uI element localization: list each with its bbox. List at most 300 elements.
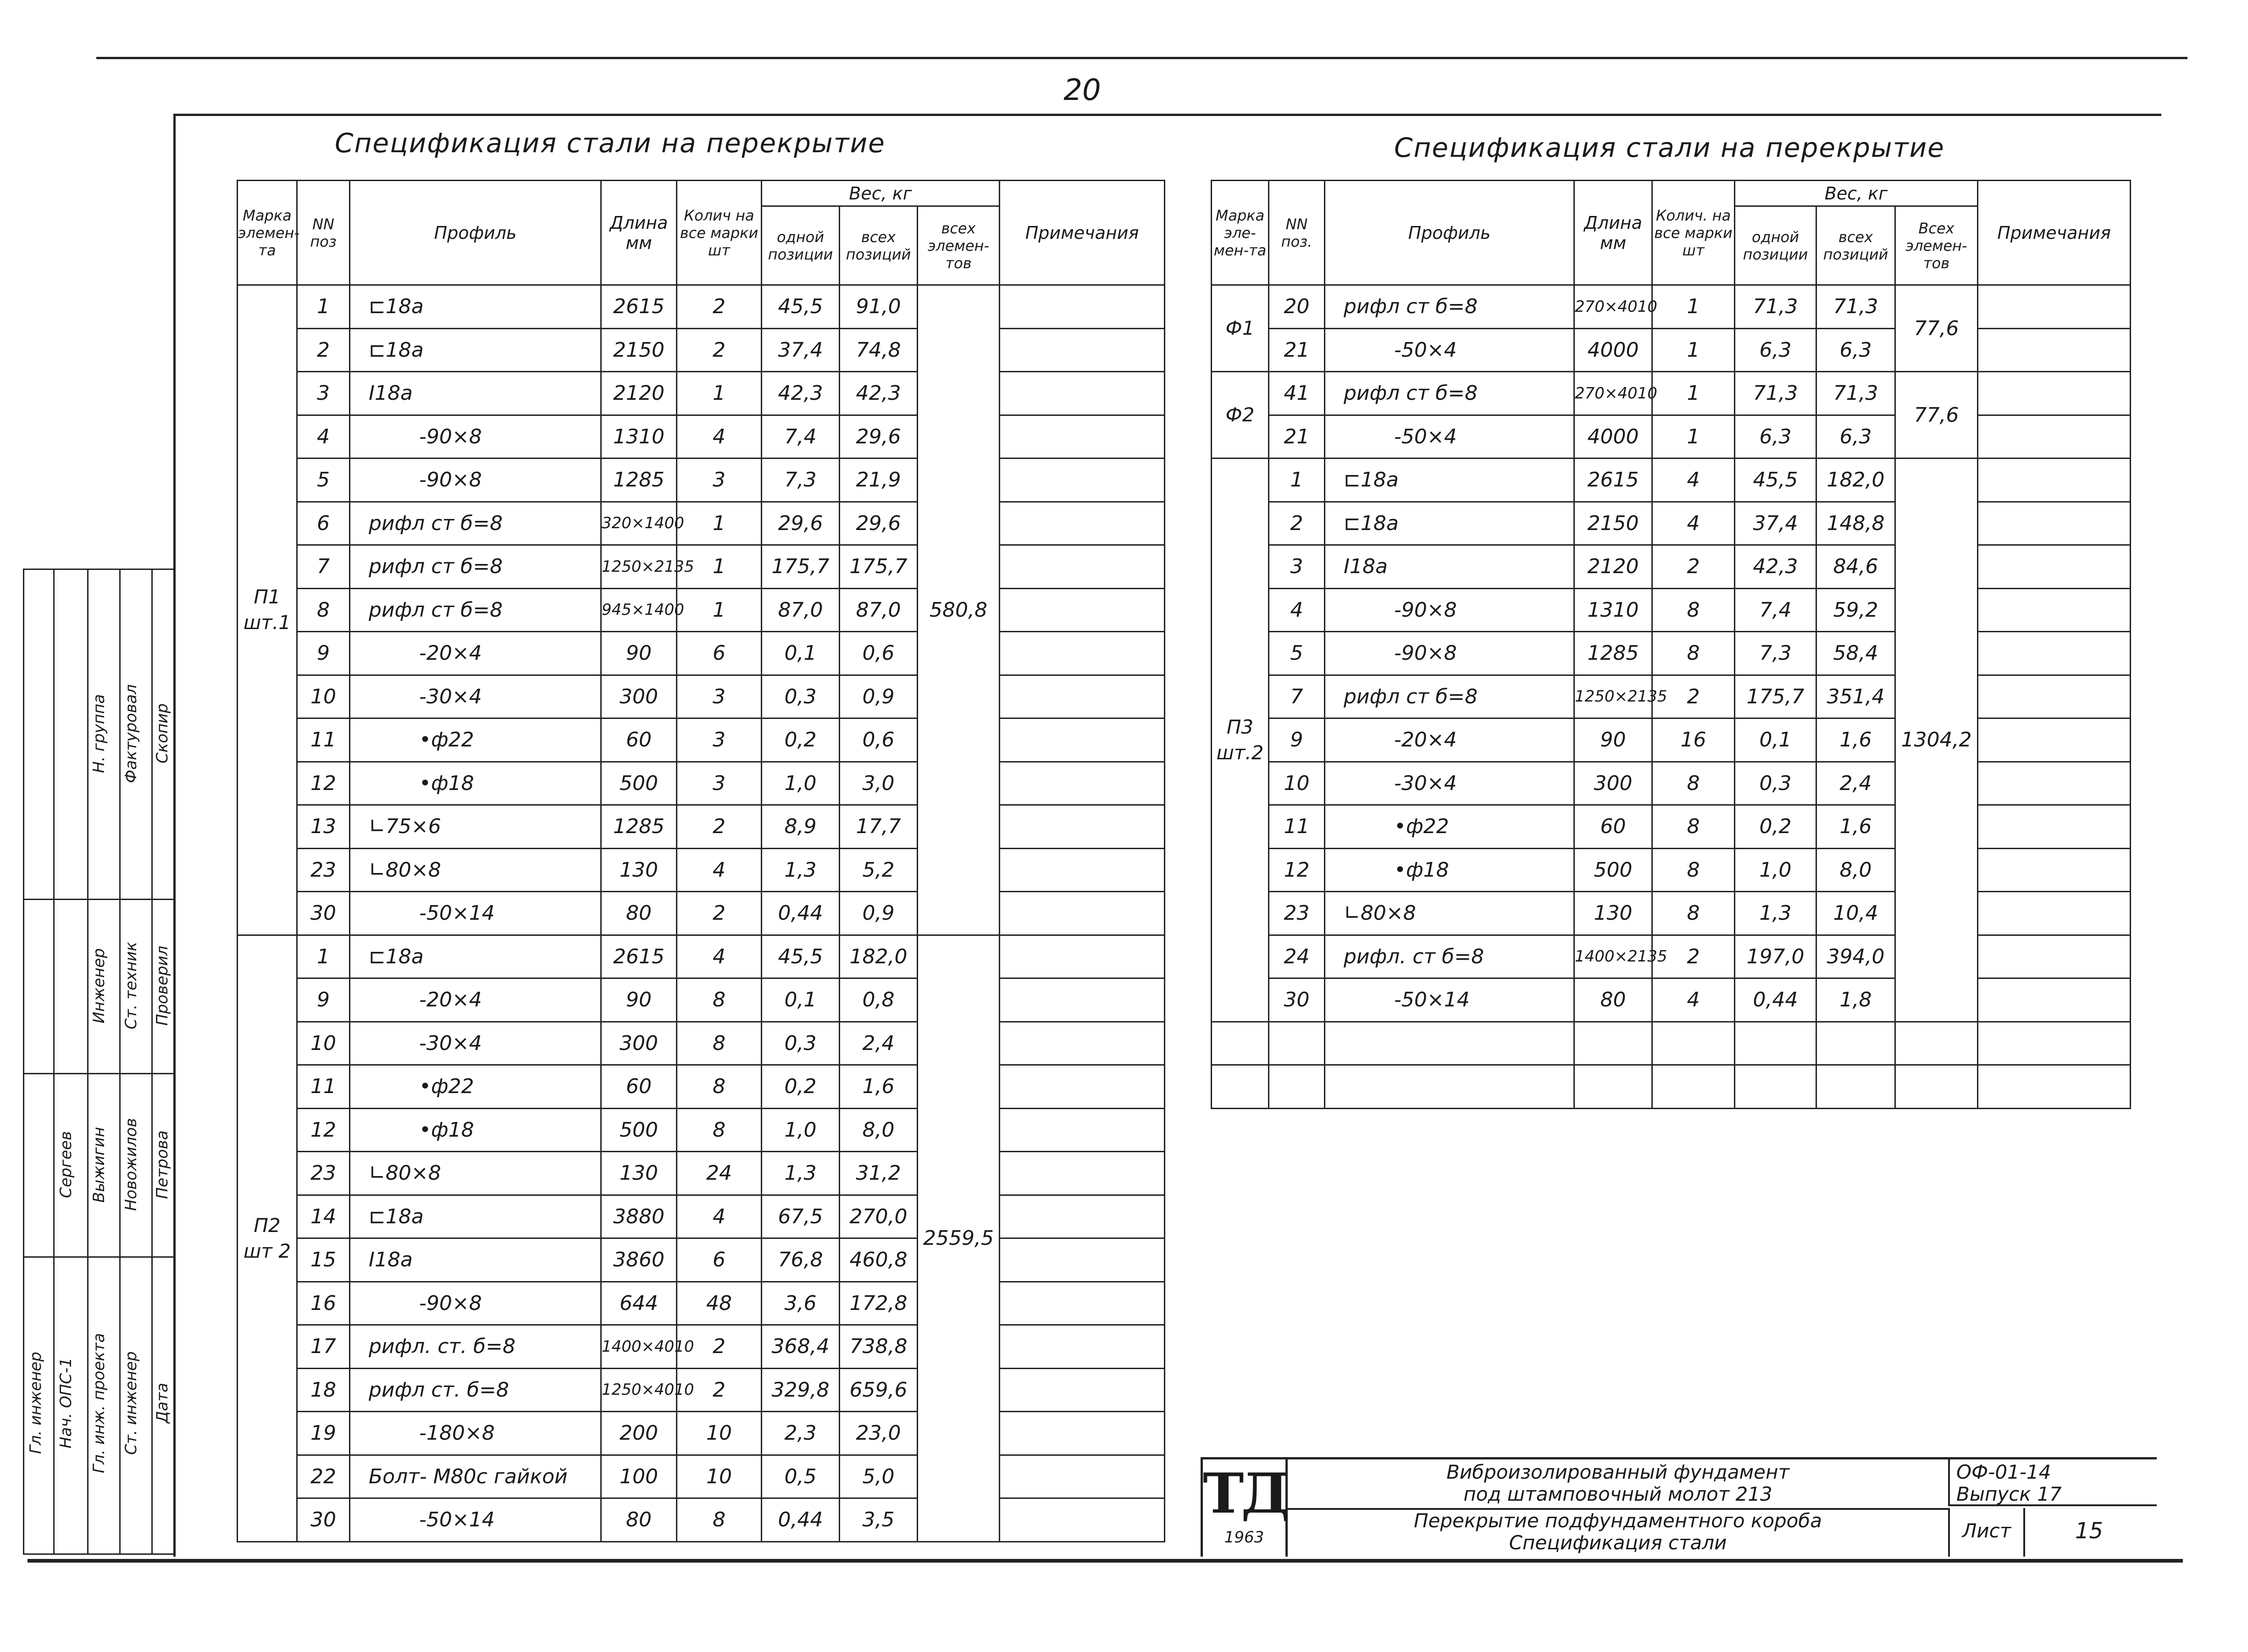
profile: •ф22 [1325, 805, 1574, 849]
profile: -30×4 [350, 675, 601, 718]
col-header-weight: Вес, кг [1735, 181, 1978, 206]
td-logo-mark: ТД [1203, 1461, 1287, 1526]
note-cell [1000, 415, 1165, 459]
table-row [1212, 892, 2131, 935]
weight-one: 2,3 [762, 1412, 840, 1455]
weight-one: 0,1 [762, 978, 840, 1022]
title-line-1: Виброизолированный фундамент [1446, 1461, 1789, 1483]
empty-cell [1816, 1022, 1895, 1065]
profile: ⊏18а [1325, 459, 1574, 502]
profile: -90×8 [350, 415, 601, 459]
position-number: 21 [1269, 328, 1325, 372]
profile: •ф18 [350, 762, 601, 805]
quantity: 48 [677, 1282, 762, 1325]
profile: -180×8 [350, 1412, 601, 1455]
table-row [1212, 502, 2131, 545]
position-number: 11 [1269, 805, 1325, 849]
weight-all: 87,0 [840, 588, 918, 632]
length: 130 [601, 848, 677, 892]
right-spec-table [1211, 180, 2131, 1109]
note-cell [1000, 1498, 1165, 1542]
quantity: 8 [677, 1498, 762, 1542]
note-cell [1000, 632, 1165, 675]
note-cell [1000, 1065, 1165, 1109]
weight-all: 6,3 [1816, 328, 1895, 372]
table-row [238, 502, 1165, 545]
position-number: 12 [297, 1108, 350, 1152]
sig-role3-3: Скопир [153, 703, 172, 764]
position-number: 15 [297, 1238, 350, 1282]
length: 1310 [601, 415, 677, 459]
quantity: 4 [1652, 978, 1735, 1022]
weight-one: 37,4 [1735, 502, 1816, 545]
quantity: 16 [1652, 718, 1735, 762]
position-number: 19 [297, 1412, 350, 1455]
empty-cell [1652, 1065, 1735, 1109]
weight-one: 87,0 [762, 588, 840, 632]
note-cell [1000, 1368, 1165, 1412]
col-header-length: Длина мм [601, 181, 677, 285]
weight-all: 91,0 [840, 285, 918, 329]
element-mark: Ф2 [1212, 372, 1269, 459]
table-row [238, 1022, 1165, 1065]
profile: •ф22 [350, 1065, 601, 1109]
position-number: 3 [1269, 545, 1325, 589]
length: 644 [601, 1282, 677, 1325]
sig-role-5: Дата [153, 1382, 172, 1424]
position-number: 18 [297, 1368, 350, 1412]
col-header-note: Примечания [1000, 181, 1165, 285]
empty-cell [1652, 1022, 1735, 1065]
quantity: 6 [677, 632, 762, 675]
sig-name-1: Сергеев [57, 1131, 75, 1198]
sig-role2-2: Ст. техник [122, 942, 140, 1030]
length: 80 [1574, 978, 1652, 1022]
position-number: 17 [297, 1325, 350, 1369]
quantity: 6 [677, 1238, 762, 1282]
profile: -50×14 [350, 892, 601, 935]
weight-all: 172,8 [840, 1282, 918, 1325]
weight-one: 67,5 [762, 1195, 840, 1238]
col-header-w-elem: Всех элемен-тов [1895, 206, 1978, 285]
weight-one: 0,1 [1735, 718, 1816, 762]
weight-one: 1,3 [762, 848, 840, 892]
weight-one: 45,5 [762, 285, 840, 329]
weight-one: 7,3 [1735, 632, 1816, 675]
empty-cell [1816, 1065, 1895, 1109]
table-row [238, 588, 1165, 632]
sig-role2-1: Инженер [90, 948, 108, 1023]
position-number: 5 [1269, 632, 1325, 675]
empty-cell [1574, 1022, 1652, 1065]
weight-one: 0,44 [1735, 978, 1816, 1022]
title-block-title [1288, 1459, 1948, 1510]
note-cell [1978, 848, 2131, 892]
table-row [238, 1152, 1165, 1195]
position-number: 1 [297, 935, 350, 978]
table-row [238, 935, 1165, 978]
weight-one: 7,4 [762, 415, 840, 459]
weight-all: 460,8 [840, 1238, 918, 1282]
length: 1310 [1574, 588, 1652, 632]
subtitle-line-1: Перекрытие подфундаментного короба [1413, 1509, 1822, 1532]
position-number: 24 [1269, 935, 1325, 978]
weight-one: 1,3 [762, 1152, 840, 1195]
profile: -90×8 [1325, 588, 1574, 632]
length: 1285 [601, 805, 677, 849]
quantity: 4 [677, 848, 762, 892]
col-header-qty: Колич. на все марки шт [1652, 181, 1735, 285]
profile: -50×14 [350, 1498, 601, 1542]
empty-row [1212, 1065, 2131, 1109]
position-number: 30 [297, 1498, 350, 1542]
weight-one: 0,44 [762, 892, 840, 935]
right-spec-title: Спецификация стали на перекрытие [1394, 132, 1945, 163]
note-cell [1000, 1195, 1165, 1238]
empty-cell [1735, 1022, 1816, 1065]
table-row [238, 1195, 1165, 1238]
weight-all: 29,6 [840, 415, 918, 459]
note-cell [1000, 372, 1165, 415]
col-header-profile: Профиль [1325, 181, 1574, 285]
weight-one: 0,2 [762, 718, 840, 762]
note-cell [1000, 285, 1165, 329]
quantity: 3 [677, 762, 762, 805]
position-number: 7 [297, 545, 350, 589]
sig-name-2: Выжигин [90, 1127, 108, 1203]
note-cell [1000, 502, 1165, 545]
length: 3880 [601, 1195, 677, 1238]
weight-all: 1,6 [1816, 718, 1895, 762]
sig-name-3: Новожилов [122, 1118, 140, 1211]
weight-one: 0,5 [762, 1455, 840, 1498]
weight-one: 8,9 [762, 805, 840, 849]
weight-one: 1,0 [1735, 848, 1816, 892]
weight-one: 45,5 [1735, 459, 1816, 502]
quantity: 8 [677, 978, 762, 1022]
quantity: 2 [677, 805, 762, 849]
position-number: 23 [297, 848, 350, 892]
length: 2150 [1574, 502, 1652, 545]
weight-one: 175,7 [1735, 675, 1816, 718]
position-number: 2 [297, 328, 350, 372]
weight-all: 0,6 [840, 718, 918, 762]
note-cell [1978, 502, 2131, 545]
table-row [238, 1065, 1165, 1109]
note-cell [1978, 632, 2131, 675]
table-row [238, 1282, 1165, 1325]
table-row [238, 1412, 1165, 1455]
length: 300 [601, 675, 677, 718]
element-mark: Ф1 [1212, 285, 1269, 372]
note-cell [1978, 805, 2131, 849]
empty-cell [1269, 1065, 1325, 1109]
empty-cell [1574, 1065, 1652, 1109]
profile: I18а [350, 372, 601, 415]
note-cell [1000, 588, 1165, 632]
profile: рифл. ст б=8 [1325, 935, 1574, 978]
weight-all: 71,3 [1816, 372, 1895, 415]
weight-one: 1,3 [1735, 892, 1816, 935]
table-row [1212, 718, 2131, 762]
weight-one: 0,3 [762, 675, 840, 718]
weight-one: 6,3 [1735, 328, 1816, 372]
table-row [238, 285, 1165, 329]
length: 60 [601, 718, 677, 762]
position-number: 23 [297, 1152, 350, 1195]
element-mark: П3 шт.2 [1212, 459, 1269, 1022]
col-header-mark: Марка элемен-та [238, 181, 297, 285]
weight-one: 0,44 [762, 1498, 840, 1542]
profile: ∟80×8 [350, 848, 601, 892]
empty-cell [1212, 1065, 1269, 1109]
length: 2615 [601, 935, 677, 978]
profile: рифл ст б=8 [1325, 285, 1574, 329]
element-total-weight: 2559,5 [918, 935, 1000, 1541]
note-cell [1978, 459, 2131, 502]
profile: -50×14 [1325, 978, 1574, 1022]
top-rule [96, 57, 2187, 59]
table-row [238, 718, 1165, 762]
quantity: 2 [677, 285, 762, 329]
weight-one: 0,2 [1735, 805, 1816, 849]
table-row [1212, 328, 2131, 372]
sig-name-4: Петрова [153, 1130, 172, 1199]
length: 1250×2135 [1574, 675, 1652, 718]
profile: -20×4 [350, 632, 601, 675]
length: 1400×2135 [1574, 935, 1652, 978]
note-cell [1000, 545, 1165, 589]
weight-all: 5,2 [840, 848, 918, 892]
profile: рифл ст б=8 [1325, 675, 1574, 718]
length: 2615 [601, 285, 677, 329]
position-number: 11 [297, 718, 350, 762]
weight-one: 175,7 [762, 545, 840, 589]
position-number: 3 [297, 372, 350, 415]
weight-all: 3,5 [840, 1498, 918, 1542]
note-cell [1000, 1022, 1165, 1065]
weight-all: 270,0 [840, 1195, 918, 1238]
length: 270×4010 [1574, 372, 1652, 415]
weight-all: 0,9 [840, 675, 918, 718]
weight-one: 0,3 [1735, 762, 1816, 805]
empty-cell [1735, 1065, 1816, 1109]
note-cell [1000, 1455, 1165, 1498]
position-number: 8 [297, 588, 350, 632]
col-header-w-all: всех позиций [1816, 206, 1895, 285]
weight-one: 71,3 [1735, 372, 1816, 415]
quantity: 1 [677, 372, 762, 415]
note-cell [1978, 892, 2131, 935]
quantity: 8 [1652, 892, 1735, 935]
empty-cell [1212, 1022, 1269, 1065]
page-number: 20 [1063, 73, 1101, 107]
quantity: 1 [677, 502, 762, 545]
length: 80 [601, 1498, 677, 1542]
length: 90 [601, 978, 677, 1022]
table-row [1212, 372, 2131, 415]
table-row [238, 848, 1165, 892]
table-row [1212, 805, 2131, 849]
length: 2150 [601, 328, 677, 372]
position-number: 6 [297, 502, 350, 545]
quantity: 8 [1652, 762, 1735, 805]
weight-all: 394,0 [1816, 935, 1895, 978]
profile: рифл ст б=8 [350, 545, 601, 589]
weight-all: 5,0 [840, 1455, 918, 1498]
profile: рифл ст б=8 [350, 502, 601, 545]
sig-role2-3: Проверил [153, 945, 172, 1026]
table-row [238, 1498, 1165, 1542]
weight-one: 76,8 [762, 1238, 840, 1282]
quantity: 2 [677, 328, 762, 372]
td-logo-year: 1963 [1224, 1528, 1264, 1547]
quantity: 2 [677, 1368, 762, 1412]
position-number: 7 [1269, 675, 1325, 718]
note-cell [1978, 415, 2131, 459]
profile: I18а [1325, 545, 1574, 589]
element-mark: П2 шт 2 [238, 935, 297, 1541]
element-total-weight: 77,6 [1895, 285, 1978, 372]
position-number: 2 [1269, 502, 1325, 545]
col-header-num: NN поз. [1269, 181, 1325, 285]
profile: рифл ст. б=8 [350, 1368, 601, 1412]
weight-one: 7,3 [762, 459, 840, 502]
note-cell [1000, 935, 1165, 978]
empty-cell [1895, 1065, 1978, 1109]
position-number: 9 [297, 632, 350, 675]
profile: ⊏18а [350, 328, 601, 372]
quantity: 1 [1652, 372, 1735, 415]
length: 130 [1574, 892, 1652, 935]
left-spec-body [238, 285, 1165, 1542]
table-row [1212, 848, 2131, 892]
code-line-2: Выпуск 17 [1956, 1483, 2062, 1505]
profile: -50×4 [1325, 328, 1574, 372]
profile: •ф18 [350, 1108, 601, 1152]
position-number: 4 [297, 415, 350, 459]
title-line-2: под штамповочный молот 213 [1463, 1483, 1772, 1505]
weight-all: 58,4 [1816, 632, 1895, 675]
profile: ⊏18а [1325, 502, 1574, 545]
quantity: 3 [677, 675, 762, 718]
quantity: 2 [1652, 935, 1735, 978]
left-spec-table [237, 180, 1165, 1542]
sig-role-3: Гл. инж. проекта [90, 1333, 108, 1473]
quantity: 24 [677, 1152, 762, 1195]
empty-row [1212, 1022, 2131, 1065]
note-cell [1000, 1238, 1165, 1282]
position-number: 14 [297, 1195, 350, 1238]
quantity: 1 [1652, 415, 1735, 459]
position-number: 30 [1269, 978, 1325, 1022]
note-cell [1000, 718, 1165, 762]
position-number: 4 [1269, 588, 1325, 632]
note-cell [1000, 1412, 1165, 1455]
quantity: 1 [1652, 328, 1735, 372]
position-number: 10 [1269, 762, 1325, 805]
weight-one: 42,3 [1735, 545, 1816, 589]
col-header-length: Длина мм [1574, 181, 1652, 285]
profile: ⊏18а [350, 1195, 601, 1238]
weight-one: 71,3 [1735, 285, 1816, 329]
profile: -20×4 [1325, 718, 1574, 762]
col-header-note: Примечания [1978, 181, 2131, 285]
length: 130 [601, 1152, 677, 1195]
weight-one: 197,0 [1735, 935, 1816, 978]
weight-one: 368,4 [762, 1325, 840, 1369]
note-cell [1978, 675, 2131, 718]
profile: -30×4 [1325, 762, 1574, 805]
title-block-subtitle [1288, 1508, 1948, 1558]
weight-one: 0,3 [762, 1022, 840, 1065]
length: 500 [601, 1108, 677, 1152]
weight-all: 3,0 [840, 762, 918, 805]
element-total-weight: 1304,2 [1895, 459, 1978, 1022]
profile: ∟75×6 [350, 805, 601, 849]
position-number: 5 [297, 459, 350, 502]
note-cell [1000, 675, 1165, 718]
note-cell [1978, 285, 2131, 329]
length: 1285 [1574, 632, 1652, 675]
weight-all: 2,4 [840, 1022, 918, 1065]
table-row [1212, 459, 2131, 502]
weight-all: 0,9 [840, 892, 918, 935]
empty-cell [1325, 1022, 1574, 1065]
weight-all: 42,3 [840, 372, 918, 415]
weight-one: 45,5 [762, 935, 840, 978]
quantity: 8 [1652, 848, 1735, 892]
table-row [238, 1455, 1165, 1498]
quantity: 2 [677, 1325, 762, 1369]
weight-all: 738,8 [840, 1325, 918, 1369]
weight-all: 175,7 [840, 545, 918, 589]
col-header-w-one: одной позиции [762, 206, 840, 285]
code-line-1: ОФ-01-14 [1956, 1461, 2051, 1483]
weight-all: 148,8 [1816, 502, 1895, 545]
length: 90 [1574, 718, 1652, 762]
quantity: 10 [677, 1455, 762, 1498]
position-number: 10 [297, 675, 350, 718]
position-number: 12 [297, 762, 350, 805]
weight-one: 3,6 [762, 1282, 840, 1325]
table-row [238, 328, 1165, 372]
position-number: 12 [1269, 848, 1325, 892]
length: 60 [601, 1065, 677, 1109]
weight-all: 1,8 [1816, 978, 1895, 1022]
length: 1285 [601, 459, 677, 502]
profile: -90×8 [350, 1282, 601, 1325]
sig-role-2: Нач. ОПС-1 [57, 1357, 75, 1449]
profile: рифл. ст. б=8 [350, 1325, 601, 1369]
weight-all: 8,0 [840, 1108, 918, 1152]
quantity: 4 [1652, 502, 1735, 545]
length: 1400×4010 [601, 1325, 677, 1369]
element-total-weight: 77,6 [1895, 372, 1978, 459]
position-number: 1 [1269, 459, 1325, 502]
quantity: 4 [1652, 459, 1735, 502]
profile: -50×4 [1325, 415, 1574, 459]
table-row [238, 892, 1165, 935]
quantity: 1 [677, 588, 762, 632]
position-number: 9 [297, 978, 350, 1022]
signature-block [23, 569, 174, 1554]
length: 100 [601, 1455, 677, 1498]
length: 60 [1574, 805, 1652, 849]
table-row [1212, 935, 2131, 978]
position-number: 16 [297, 1282, 350, 1325]
note-cell [1978, 328, 2131, 372]
